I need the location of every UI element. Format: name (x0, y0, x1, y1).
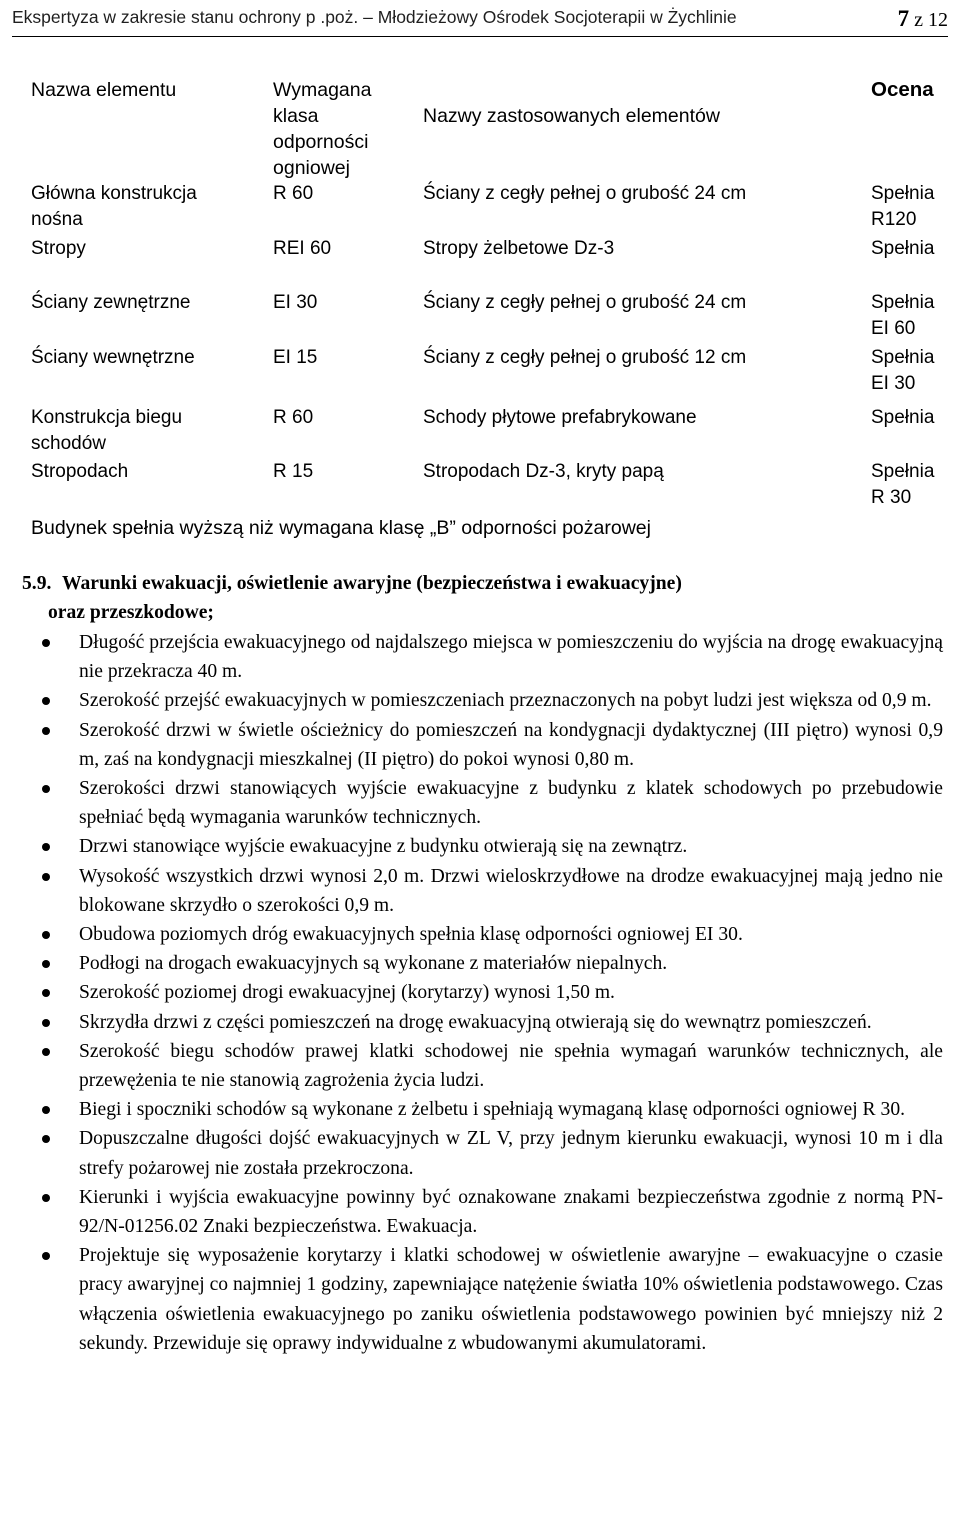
list-item-text: Szerokości drzwi stanowiących wyjście ewakuacyjne z budynku z klatek schodowych po przebudowie spełniać będą wymagania warunków technicznych. (79, 778, 943, 829)
bullet-icon (42, 843, 50, 851)
bullet-icon (42, 1048, 50, 1056)
row-description: Ściany z cegły pełnej o grubość 24 cm (423, 292, 747, 313)
bullet-icon (42, 960, 50, 968)
page-current: 7 (897, 6, 910, 31)
page-number (898, 6, 948, 32)
bullet-icon (42, 1194, 50, 1202)
col-header-names: Nazwy zastosowanych elementów (423, 105, 720, 127)
row-description: Ściany z cegły pełnej o grubość 12 cm (423, 347, 747, 368)
row-rating: R120 (871, 209, 917, 230)
bullet-icon (42, 697, 50, 705)
col-header-class-1: Wymagana (273, 79, 372, 101)
list-item (42, 1241, 943, 1358)
list-item (42, 774, 943, 832)
bullet-icon (42, 785, 50, 793)
page-total: 12 (928, 9, 948, 31)
list-item-text: Biegi i spoczniki schodów są wykonane z żelbetu i spełniają wymaganą klasę odporności ogniowej R 30. (79, 1099, 906, 1121)
row-class: R 60 (273, 183, 314, 204)
list-item (42, 832, 943, 861)
row-class: EI 15 (273, 347, 318, 368)
row-rating: R 30 (871, 487, 912, 508)
bullet-icon (42, 1106, 50, 1114)
list-item (42, 1124, 943, 1182)
col-header-class-3: odporności (273, 131, 369, 153)
row-class: REI 60 (273, 238, 332, 259)
list-item (42, 716, 943, 774)
row-rating: Spełnia (871, 238, 935, 259)
list-item (42, 978, 943, 1007)
page-header (12, 6, 948, 37)
row-element: Ściany zewnętrzne (31, 292, 191, 313)
list-item-text: Wysokość wszystkich drzwi wynosi 2,0 m. Drzwi wieloskrzydłowe na drodze ewakuacyjnej mają jedno nie blokowane skrzydło o szerokości 0,9 m. (79, 865, 943, 916)
list-item (42, 1008, 943, 1037)
table-summary: Budynek spełnia wyższą niż wymagana klasę „B” odporności pożarowej (31, 517, 651, 539)
document-title: Ekspertyza w zakresie stanu ochrony p .poż. – Młodzieżowy Ośrodek Socjoterapii w Żychlinie (12, 7, 737, 27)
bullet-icon (42, 989, 50, 997)
list-item-text: Skrzydła drzwi z części pomieszczeń na drogę ewakuacyjną otwierają się do wewnątrz pomieszczeń. (79, 1011, 872, 1033)
row-element: Konstrukcja biegu (31, 407, 183, 428)
row-rating: Spełnia (871, 347, 935, 368)
list-item (42, 920, 943, 949)
list-item (42, 1095, 943, 1124)
list-item (42, 1037, 943, 1095)
row-description: Ściany z cegły pełnej o grubość 24 cm (423, 183, 747, 204)
bullet-icon (42, 1019, 50, 1027)
row-element: Stropy (31, 238, 86, 259)
row-class: R 15 (273, 461, 314, 482)
row-rating: EI 30 (871, 373, 916, 394)
bullet-icon (42, 1252, 50, 1260)
row-description: Stropodach Dz-3, kryty papą (423, 461, 664, 482)
section-number: 5.9. (22, 573, 52, 594)
bullet-icon (42, 639, 50, 647)
list-item-text: Długość przejścia ewakuacyjnego od najdalszego miejsca w pomieszczeniu do wyjścia na drogę ewakuacyjną nie przekracza 40 m. (79, 632, 943, 683)
row-rating: Spełnia (871, 407, 935, 428)
section-title-line-2: oraz przeszkodowe; (48, 602, 214, 623)
list-item (42, 949, 943, 978)
section-title: Warunki ewakuacji, oświetlenie awaryjne (bezpieczeństwa i ewakuacyjne) (62, 573, 682, 594)
section-title-line-1 (22, 569, 947, 598)
list-item (42, 628, 943, 686)
row-element: nośna (31, 209, 83, 230)
bullet-icon (42, 873, 50, 881)
list-item-text: Szerokość drzwi w świetle ościeżnicy do pomieszczeń na kondygnacji dydaktycznej (III piętro) wynosi 0,9 m, zaś na kondygnacji mieszkalnej (II piętro) do pokoi wynosi 0,80 m. (79, 719, 943, 770)
row-description: Stropy żelbetowe Dz-3 (423, 238, 615, 259)
row-rating: Spełnia (871, 183, 935, 204)
col-header-rating: Ocena (871, 78, 934, 101)
list-item-text: Kierunki i wyjścia ewakuacyjne powinny być oznakowane znakami bezpieczeństwa zgodnie z normą PN-92/N-01256.02 Znaki bezpieczeństwa. Ewakuacja. (79, 1186, 943, 1238)
bullet-list (42, 628, 943, 1358)
row-element: schodów (31, 433, 106, 454)
row-rating: Spełnia (871, 461, 935, 482)
row-element: Główna konstrukcja (31, 183, 197, 204)
list-item-text: Drzwi stanowiące wyjście ewakuacyjne z budynku otwierają się na zewnątrz. (79, 836, 688, 858)
row-rating: EI 60 (871, 318, 916, 339)
list-item-text: Szerokość przejść ewakuacyjnych w pomieszczeniach przeznaczonych na pobyt ludzi jest większa od 0,9 m. (79, 690, 932, 712)
bullet-icon (42, 727, 50, 735)
list-item (42, 862, 943, 920)
page-sep: z (914, 9, 923, 31)
row-class: EI 30 (273, 292, 318, 313)
bullet-icon (42, 931, 50, 939)
list-item (42, 686, 943, 715)
row-class: R 60 (273, 407, 314, 428)
col-header-class-2: klasa (273, 105, 319, 127)
list-item-text: Szerokość biegu schodów prawej klatki schodowej nie spełnia wymagań warunków technicznych, ale przewężenia te nie stanowią zagrożenia życia ludzi. (79, 1040, 943, 1092)
list-item-text: Projektuje się wyposażenie korytarzy i klatki schodowej w oświetlenie awaryjne – ewakuacyjne o czasie pracy awaryjnej co najmniej 1 godziny, zapewniające natężenie światła 10% oświetlenia podstawowego. Czas włączenia oświetlenia ewakuacyjnego po zaniku oświetlenia podstawowego powinien być mniejszy niż 2 sekundy. Przewiduje się oprawy indywidualne z wbudowanymi akumulatorami. (79, 1245, 943, 1354)
list-item-text: Obudowa poziomych dróg ewakuacyjnych spełnia klasę odporności ogniowej EI 30. (79, 924, 743, 946)
row-element: Ściany wewnętrzne (31, 347, 195, 368)
row-description: Schody płytowe prefabrykowane (423, 407, 697, 428)
bullet-icon (42, 1135, 50, 1143)
col-header-class-4: ogniowej (273, 157, 350, 179)
list-item-text: Dopuszczalne długości dojść ewakuacyjnych w ZL V, przy jednym kierunku ewakuacji, wynosi 10 m i dla strefy pożarowej nie została przekroczona. (79, 1128, 943, 1179)
list-item-text: Szerokość poziomej drogi ewakuacyjnej (korytarzy) wynosi 1,50 m. (79, 982, 615, 1004)
section-heading (22, 569, 947, 627)
col-header-element: Nazwa elementu (31, 79, 177, 101)
row-element: Stropodach (31, 461, 129, 482)
row-rating: Spełnia (871, 292, 935, 313)
list-item (42, 1183, 943, 1241)
list-item-text: Podłogi na drogach ewakuacyjnych są wykonane z materiałów niepalnych. (79, 953, 668, 975)
